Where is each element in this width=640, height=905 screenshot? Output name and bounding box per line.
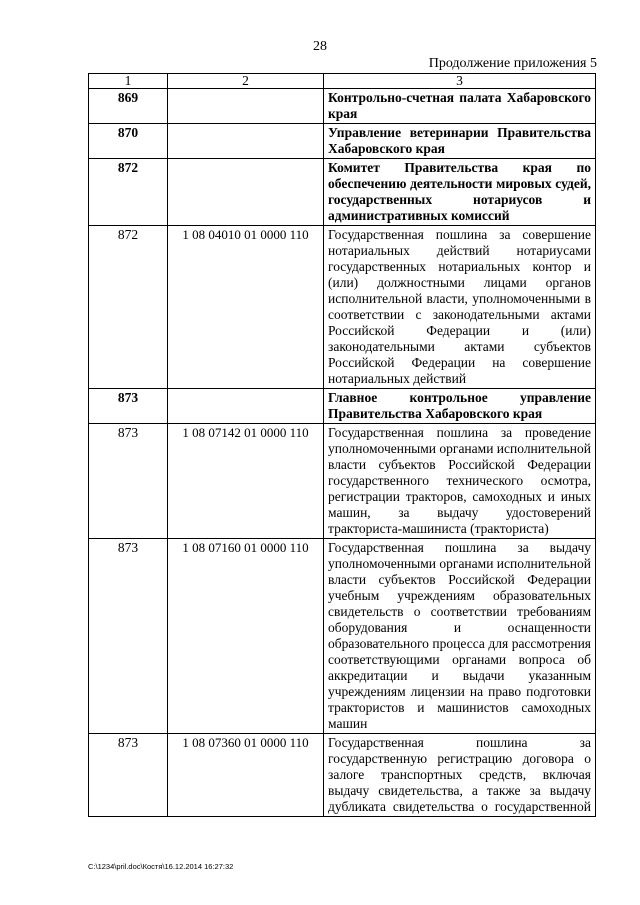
cell-admin-code: 873 (89, 389, 168, 424)
cell-description: Контрольно-счетная палата Хабаровского края (324, 89, 596, 124)
cell-revenue-code: 1 08 07142 01 0000 110 (168, 424, 324, 539)
file-path-footer: C:\1234\pril.doc\Костя\16.12.2014 16:27:32 (88, 862, 234, 871)
cell-revenue-code (168, 159, 324, 226)
cell-admin-code: 872 (89, 226, 168, 389)
table-row (89, 734, 596, 817)
column-header: 1 (89, 74, 168, 89)
table-row (89, 124, 596, 159)
cell-revenue-code: 1 08 04010 01 0000 110 (168, 226, 324, 389)
continuation-heading: Продолжение приложения 5 (428, 56, 597, 71)
column-header: 3 (324, 74, 596, 89)
table-header-row (89, 74, 596, 89)
table-row (89, 159, 596, 226)
page-number: 28 (313, 39, 327, 54)
cell-admin-code: 869 (89, 89, 168, 124)
cell-admin-code: 873 (89, 734, 168, 817)
revenue-codes-table (88, 73, 596, 817)
cell-description: Главное контрольное управление Правительства Хабаровского края (324, 389, 596, 424)
table-row (89, 226, 596, 389)
cell-admin-code: 873 (89, 424, 168, 539)
table-row (89, 424, 596, 539)
cell-description: Государственная пошлина за выдачу уполномоченными органами исполнительной власти субъектов Российской Федерации учебным учреждениям образовательных свидетельств о соответствии требованиям оборудования и оснащенности образовательного процесса для рассмотрения соответствующими органами вопроса об аккредитации и выдачи указанным учреждениям лицензии на право подготовки трактористов и машинистов самоходных машин (324, 539, 596, 734)
cell-admin-code: 872 (89, 159, 168, 226)
cell-description: Комитет Правительства края по обеспечению деятельности мировых судей, государственных нотариусов и административных комиссий (324, 159, 596, 226)
cell-description: Государственная пошлина за государственную регистрацию договора о залоге транспортных средств, включая выдачу свидетельства, а также за выдачу дубликата свидетельства о государственной (324, 734, 596, 817)
cell-revenue-code (168, 389, 324, 424)
cell-description: Государственная пошлина за проведение уполномоченными органами исполнительной власти субъектов Российской Федерации государственного технического осмотра, регистрации тракторов, самоходных и иных машин, за выдачу удостоверений тракториста-машиниста (тракториста) (324, 424, 596, 539)
cell-admin-code: 870 (89, 124, 168, 159)
cell-description: Государственная пошлина за совершение нотариальных действий нотариусами государственных нотариальных контор и (или) должностными лицами органов исполнительной власти, уполномоченными в соответствии с законодательными актами Российской Федерации и (или) законодательными актами субъектов Российской Федерации на совершение нотариальных действий (324, 226, 596, 389)
cell-admin-code: 873 (89, 539, 168, 734)
cell-revenue-code: 1 08 07160 01 0000 110 (168, 539, 324, 734)
cell-revenue-code: 1 08 07360 01 0000 110 (168, 734, 324, 817)
column-header: 2 (168, 74, 324, 89)
table-row (89, 389, 596, 424)
cell-revenue-code (168, 124, 324, 159)
cell-revenue-code (168, 89, 324, 124)
cell-description: Управление ветеринарии Правительства Хабаровского края (324, 124, 596, 159)
table-row (89, 89, 596, 124)
table-row (89, 539, 596, 734)
